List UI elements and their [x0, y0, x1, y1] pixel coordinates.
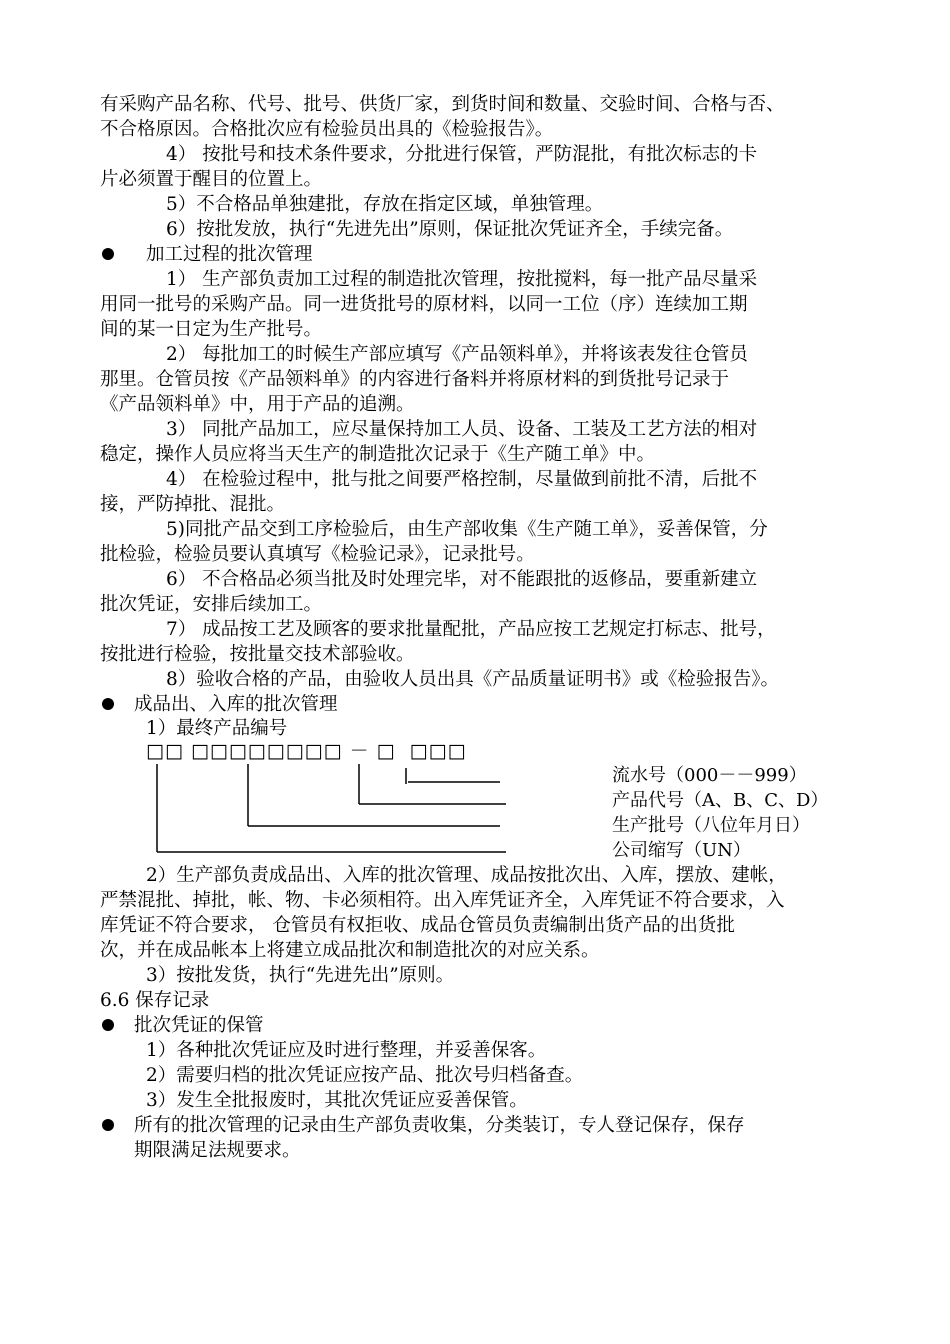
code-label: 产品代号（A、B、C、D）	[612, 790, 829, 811]
text-line: 不合格原因。合格批次应有检验员出具的《检验报告》。	[100, 119, 554, 140]
text-line: 3） 同批产品加工，应尽量保持加工人员、设备、工装及工艺方法的相对	[166, 419, 758, 440]
text-line: 1）各种批次凭证应及时进行整理，并妥善保客。	[146, 1040, 547, 1061]
code-bracket-diagram	[140, 760, 520, 860]
section-heading: 成品出、入库的批次管理	[134, 694, 338, 715]
text-line: 4） 按批号和技术条件要求，分批进行保管，严防混批，有批次标志的卡	[166, 144, 758, 165]
bullet-icon	[102, 248, 114, 260]
section-heading: 加工过程的批次管理	[146, 244, 313, 265]
section-heading: 6.6 保存记录	[100, 990, 210, 1011]
section-heading: 批次凭证的保管	[134, 1015, 264, 1036]
text-line: 严禁混批、掉批，帐、物、卡必须相符。出入库凭证齐全，入库凭证不符合要求，入	[100, 890, 785, 911]
text-line: 1）最终产品编号	[146, 718, 288, 739]
text-line: 2）生产部负责成品出、入库的批次管理、成品按批次出、入库，摆放、建帐，	[146, 865, 787, 886]
text-line: 5)同批产品交到工序检验后，由生产部收集《生产随工单》，妥善保管，分	[166, 519, 768, 540]
text-line: 用同一批号的采购产品。同一进货批号的原材料，以同一工位（序）连续加工期	[100, 294, 748, 315]
text-line: 稳定，操作人员应将当天生产的制造批次记录于《生产随工单》中。	[100, 444, 656, 465]
text-line: 次，并在成品帐本上将建立成品批次和制造批次的对应关系。	[100, 940, 600, 961]
text-line: 4） 在检验过程中，批与批之间要严格控制，尽量做到前批不清，后批不	[166, 469, 758, 490]
text-line: 按批进行检验，按批量交技术部验收。	[100, 644, 415, 665]
text-line: 5）不合格品单独建批，存放在指定区域，单独管理。	[166, 194, 604, 215]
text-line: 《产品领料单》中，用于产品的追溯。	[100, 394, 415, 415]
text-line: 批次凭证，安排后续加工。	[100, 594, 323, 615]
code-label: 流水号（000－－999）	[612, 765, 807, 786]
text-line: 期限满足法规要求。	[134, 1140, 301, 1161]
text-line: 6）按批发放，执行“先进先出”原则，保证批次凭证齐全，手续完备。	[166, 219, 734, 240]
text-line: 所有的批次管理的记录由生产部负责收集，分类装订，专人登记保存，保存	[134, 1115, 745, 1136]
text-line: 片必须置于醒目的位置上。	[100, 169, 323, 190]
text-line: 8）验收合格的产品，由验收人员出具《产品质量证明书》或《检验报告》。	[166, 669, 780, 690]
text-line: 2）需要归档的批次凭证应按产品、批次号归档备查。	[146, 1065, 584, 1086]
text-line: 接，严防掉批、混批。	[100, 494, 286, 515]
code-label: 生产批号（八位年月日）	[612, 815, 810, 836]
text-line: 3）发生全批报废时，其批次凭证应妥善保管。	[146, 1090, 528, 1111]
text-line: 7） 成品按工艺及顾客的要求批量配批，产品应按工艺规定打标志、批号，	[166, 619, 776, 640]
text-line: 有采购产品名称、代号、批号、供货厂家，到货时间和数量、交验时间、合格与否、	[100, 94, 785, 115]
text-line: 那里。仓管员按《产品领料单》的内容进行备料并将原材料的到货批号记录于	[100, 369, 730, 390]
text-line: 6） 不合格品必须当批及时处理完毕，对不能跟批的返修品，要重新建立	[166, 569, 758, 590]
text-line: 1） 生产部负责加工过程的制造批次管理，按批搅料，每一批产品尽量采	[166, 269, 758, 290]
text-line: 2） 每批加工的时候生产部应填写《产品领料单》，并将该表发往仓管员	[166, 344, 748, 365]
code-label: 公司缩写（UN）	[612, 840, 751, 861]
product-code-format: □□ □□□□□□□□ － □ □□□	[146, 740, 467, 762]
text-line: 间的某一日定为生产批号。	[100, 319, 323, 340]
bullet-icon	[102, 698, 114, 710]
text-line: 批检验，检验员要认真填写《检验记录》，记录批号。	[100, 544, 535, 565]
text-line: 库凭证不符合要求， 仓管员有权拒收、成品仓管员负责编制出货产品的出货批	[100, 915, 735, 936]
bullet-icon	[102, 1119, 114, 1131]
bullet-icon	[102, 1019, 114, 1031]
text-line: 3）按批发货，执行“先进先出”原则。	[146, 965, 455, 986]
